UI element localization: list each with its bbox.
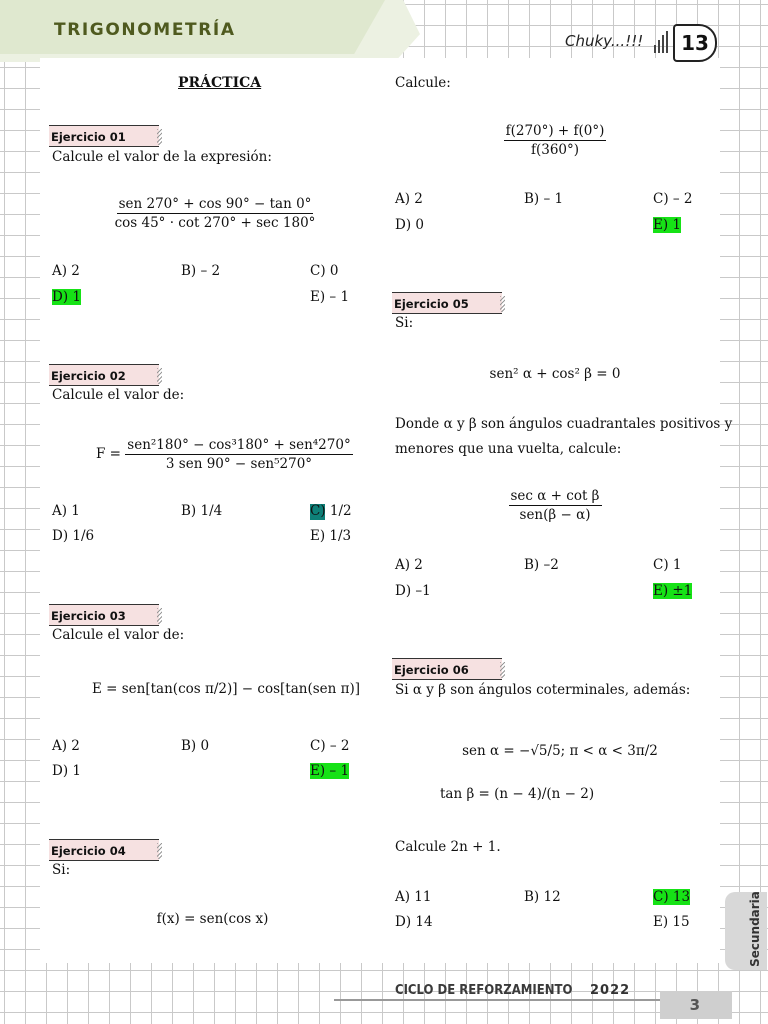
option-e-answer: E) ±1 (653, 583, 693, 599)
option-c-answer: C) 13 (653, 889, 691, 905)
expression (100, 196, 330, 231)
exercise-text: menores que una vuelta, calcule: (395, 441, 622, 457)
option-b: B) –2 (524, 557, 559, 573)
fraction-denominator: 3 sen 90° − sen⁵270° (165, 456, 313, 472)
fraction-denominator: sen(β − α) (519, 507, 591, 523)
expression: tan β = (n − 4)/(n − 2) (440, 786, 595, 802)
option-e-answer: E) 1 (653, 217, 682, 233)
fraction-denominator: cos 45° · cot 270° + sec 180° (114, 215, 316, 231)
exercise-tag: Ejercicio 01 (49, 125, 159, 147)
exercise-tag: Ejercicio 05 (392, 292, 502, 314)
option-b: B) 0 (181, 738, 210, 754)
expression: sen² α + cos² β = 0 (489, 366, 621, 382)
expression: sen α = −√5/5; π < α < 3π/2 (462, 743, 658, 759)
exercise-prompt: Si: (395, 315, 414, 331)
option-c: C) 1 (653, 557, 682, 573)
option-c: C) 0 (310, 263, 339, 279)
option-d: D) 0 (395, 217, 424, 233)
fraction-denominator: f(360°) (530, 142, 580, 158)
fraction-numerator: f(270°) + f(0°) (505, 123, 605, 139)
exercise-prompt: Si: (52, 862, 71, 878)
expression: f(x) = sen(cos x) (156, 911, 269, 927)
exercise-prompt: Calcule el valor de: (52, 387, 185, 403)
expression (96, 437, 351, 472)
expression (470, 123, 640, 158)
exercise-prompt: Calcule el valor de la expresión: (52, 149, 272, 165)
option-b: B) 12 (524, 889, 561, 905)
side-tab (725, 892, 767, 970)
option-c-answer (310, 503, 352, 519)
option-d: D) –1 (395, 583, 431, 599)
exercise-text: Donde α y β son ángulos cuadrantales positivos y (395, 416, 733, 432)
exercise-ask: Calcule 2n + 1. (395, 839, 501, 855)
option-c: C) – 2 (653, 191, 693, 207)
option-b: B) 1/4 (181, 503, 223, 519)
footer-divider (334, 999, 664, 1001)
exercise-prompt: Si α y β son ángulos coterminales, además: (395, 682, 691, 698)
side-label: Secundaria (747, 891, 762, 967)
option-e: E) – 1 (310, 289, 350, 305)
option-a: A) 2 (395, 557, 423, 573)
author-signature: Chuky...!!! (565, 32, 644, 50)
exercise-prompt: Calcule el valor de: (52, 627, 185, 643)
footer-cycle: CICLO DE REFORZAMIENTO (395, 983, 573, 998)
option-c-label: C) 1/2 (310, 503, 352, 519)
chapter-badge: 13 (673, 24, 717, 62)
option-a: A) 11 (395, 889, 432, 905)
brand-title: TRIGONOMETRÍA (54, 20, 236, 40)
option-a: A) 2 (52, 263, 80, 279)
option-e: E) 1/3 (310, 528, 352, 544)
exercise-prompt: Calcule: (395, 75, 451, 91)
exercise-tag: Ejercicio 02 (49, 364, 159, 386)
option-d: D) 1/6 (52, 528, 95, 544)
option-b: B) – 1 (524, 191, 564, 207)
fraction-numerator: sec α + cot β (510, 488, 600, 504)
footer-year: 2022 (590, 983, 631, 998)
expression: E = sen[tan(cos π/2)] − cos[tan(sen π)] (92, 681, 361, 697)
exercise-tag: Ejercicio 04 (49, 839, 159, 861)
option-b: B) – 2 (181, 263, 221, 279)
option-a: A) 1 (52, 503, 80, 519)
option-a: A) 2 (52, 738, 80, 754)
option-d-answer: D) 1 (52, 289, 81, 305)
expression (480, 488, 630, 523)
option-d: D) 14 (395, 914, 433, 930)
option-c: C) – 2 (310, 738, 350, 754)
option-d: D) 1 (52, 763, 81, 779)
page-title: PRÁCTICA (178, 75, 262, 91)
exercise-tag: Ejercicio 06 (392, 658, 502, 680)
expression-lhs: F = (96, 446, 121, 462)
option-a: A) 2 (395, 191, 423, 207)
bars-decoration-icon (654, 31, 672, 53)
fraction-numerator: sen 270° + cos 90° − tan 0° (118, 196, 312, 212)
exercise-tag: Ejercicio 03 (49, 604, 159, 626)
page-number: 3 (660, 991, 732, 1019)
option-e: E) 15 (653, 914, 690, 930)
option-e-answer: E) – 1 (310, 763, 350, 779)
fraction-numerator: sen²180° − cos³180° + sen⁴270° (127, 437, 351, 453)
